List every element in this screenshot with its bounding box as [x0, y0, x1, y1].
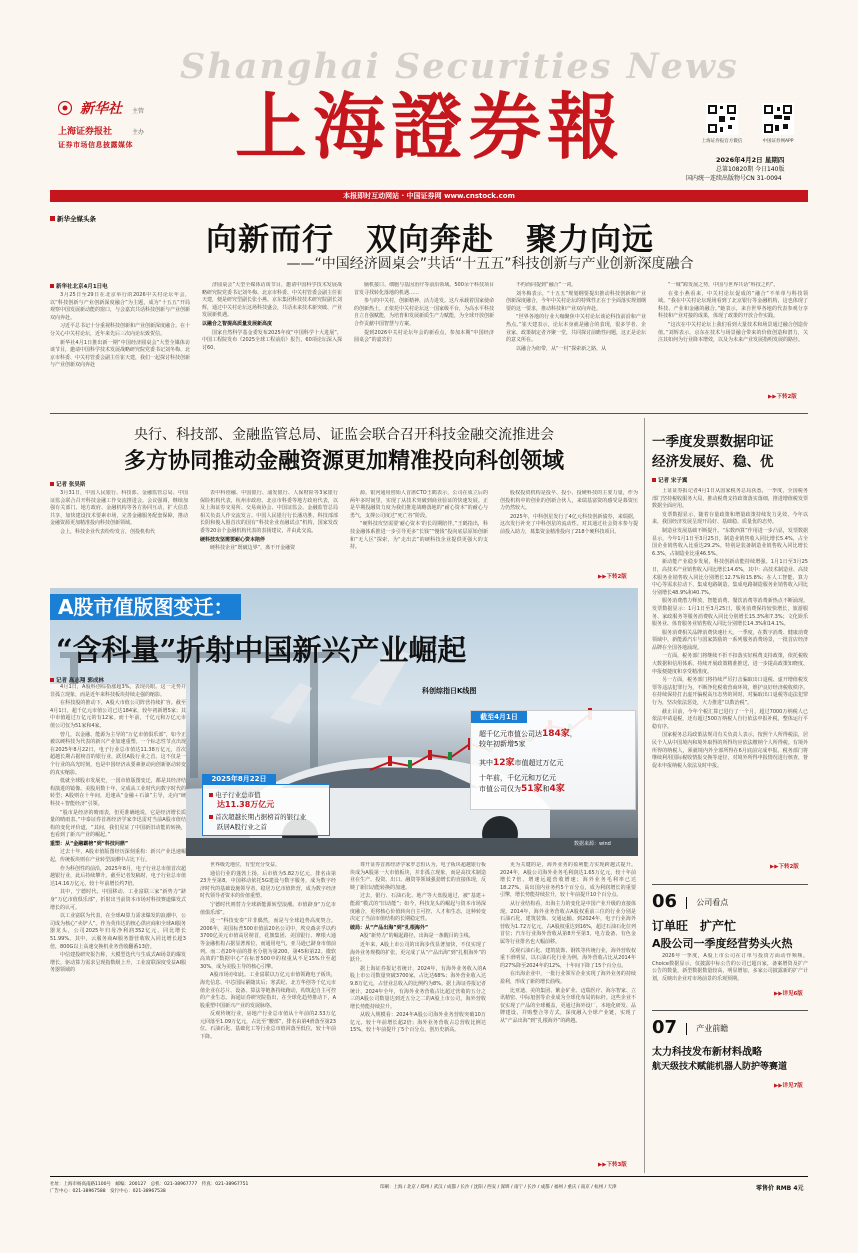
column-rule — [644, 418, 645, 1173]
second-continued-link[interactable]: ▶▶下转2版 — [598, 574, 627, 580]
page-07-headline: 太力科技发布新材料战略 — [652, 1047, 762, 1058]
designation: 证券市场信息披露媒体 — [58, 141, 133, 149]
feature-continued-link[interactable]: ▶▶下转3版 — [598, 1162, 627, 1168]
second-column-2: 表中科创融、中国银行、浦发银行、人保财险等3家银行保险机构代表，杭州市政府、北京市科委等地方政府代表，以及上海证券交易所、交易商协会、中国证监会、金融监管总局相关负责人作交流发言。中国人民银行行长潘功胜、科技部部长阴和俊入围首次的国有“科技企业直融试点”机构，国家发改委等20余个金融机构代表的表扬建议，并由此交流。 硬科技攻坚需要耐心资本陪伴 硬科技企业“既破边界”，离不开金融资 — [200, 490, 338, 552]
page-06-teaser[interactable] — [652, 884, 808, 1005]
callout-line-2: 首次超越长期占据榜首的银行业 — [215, 813, 307, 821]
feature-column-2: 世界级先地位，有望充分受益。 通信行业的蓬勃上扬，后市值为5.82万亿元，排名由第23升至第8。中国移动依托5G建设与数字服务，成为数字经济时代的基础设施领导者，稳居万亿市值阵营，成为数字经济时代领导者资本的价值重塑。 宁德时代则替力全球新能源转型浪潮。市值跻身“万亿市值俱乐部”。 这一“科技变奏”并非偶然，而是与全球趋势高度契合。2006年，美国标普500市值前20名公司中，埃克森美孚以约3700亿美元市值高居榜首，花旗集团、美国银行、摩根大通等金融机构占据显著席位，而通用电气、亚马逊已跻身市值前列。而二者20年前的排名分别为第200、第45和第22。微软高效的“数据中心”在标普500中的权重从不足15%升至超30%，成为美股主导的核心引擎。 A股市场亦如此。工业富联以万亿元市值领跑电子板块，海光信息、中芯国际紧随其后；寒武纪、北方华创等千亿元市值企业在芯片、设备、算法等链条持续跑动，构筑起自主可控的产业生态。海通证券研究院指出，在全球化趋势推动下，A股重塑中国新兴产业的发展脉络。 反观传统行业，房地产行业总市值从十年前的2.53万亿元回落至1.09万亿元，占比至“腰部”，排名由第4滑落至第23位。石油石化、基础化工等行业总市值回落至低位，较十年前下降。 — [200, 862, 336, 1041]
lead-story — [50, 206, 808, 416]
stats-item-3: 十年前，千亿元和万亿元 市值公司仅为51家和4家 — [479, 774, 565, 794]
kline-chart-caption: 科创综指日K线图 — [422, 687, 477, 695]
lead-dateline: 新华社北京4月1日电 — [56, 284, 108, 290]
lead-column-2: 济圆桌会”大型全媒体访谈节目，邀请中国科学技术发展战略研究院党委书记刘冬梅、北京市科委、中关村管委会副主任崔天建，便是研究型副长张小燕、京东集团科技技术研究院副长刘辉，通过中关村论坛这场科技盛会，共话未来技术新突破、产业发展新机遇。 以融合之智提高质量发展新高度 国家自然科学基金委发布2025年度“中国科学十大进展”，中国工程院发布《2025全球工程前沿》报告，60项论坛深入探讨60、 — [202, 282, 342, 351]
sponsor-2-role: 主办 — [132, 129, 145, 136]
callout-line-3: 跃居A股行业之首 — [217, 823, 267, 831]
footer-printers: 印刷：上海 / 北京 / 郑州 / 武汉 / 成都 / 长沙 / 沈阳 / 西安 / 深圳 / 南宁 / 长沙 / 成都 / 福州 / 重庆 / 南京 / 杭州 / 天津 — [380, 1185, 617, 1190]
lead-column-4: 不约而同提到“融合”一词。 刘冬梅表示，“十五五”规划纲要提出推动科技创新和产业创新深度融合，今年中关村论坛的特殊性正在于全面落实规划纲要的这一要求，推动科技和产业双向奔赴。 “世界各地的行业大咖聚焦中关村论坛谈论科技前沿和产业热点。”崔天建表示，论坛本身就是融合的表现，很多学者、企业家、政策制定者齐聚一堂，共同探讨前瞻性问题，这正是论坛的意义所在。 以融合为纽带，从“一村”探索新之路，从 — [506, 282, 646, 352]
feature-column-1: 4月1日，A股科创综指涨超3%，表现亮眼。这一走势并非孤立现象，而是近年来科技板块持续走强的缩影。 在科技股的推动下，A股大市值公司阵营持续扩容。截至4月1日，超千亿元市值公司已达184家，较年初新增5家；其中市值超过万亿元的有12家。而十年前，千亿元和万亿元市值公司仅为51家和4家。 曾几，以金融、能源为主导的“万亿市值俱乐部”，如今正被以硬科技为代表的新兴产业加速重塑。一个标志性节点出现在2025年8月22日，电子行业总市值达11.38万亿元，首次超越长期占据榜首的银行业，跃居A股行业之首。这不仅是一个行业的高光时刻，也是中国经济从要素驱动向创新驱动转变的真实缩影。 低就全球股市发展史，一国市值版图变迁，都是其经济结构演进的镜像。美股用数十年，完成从工业时代向数字时代的转型；A股则在十年间，迅速从“金融＋石油”主导，走向“硬科技＋智能经济”引领。 “股市是经济的晴雨表，但更准确地说，它是经济增长质量的晴雨表。”中泰证券首席经济学家李迅雷对当前A股市值结构的变化评价道，“其间，我们见证了中国新旧动能的转换，也看到了新兴产业的崛起。” 重塑：从“金融霸榜”到“科技问鼎” 过去十年，A股市值版图经历深刻重构：新兴产业迅速崛起，传统板块则在产业转型浪潮中占比下行。 作为科创性的前沿，2025年8月，电子行业总市值首次超越银行业，此后持续攀升。截至记者发稿时，电子行业总市值达14.16万亿元，较十年前增长约7倍。 其中，宁德时代、中国移动、工业富联三家“新势力”跻身“万亿市值俱乐部”，折射出当前资本市场对科技赛道爆发式增长的认可。 以工业富联为代表，在全球AI算力需求爆发的浪潮中，公司成为核心“卖铲人”。作为英伟达的核心供应商和全球AI服务器龙头，公司2025年归母净利润352亿元，同比增长51.99%。其中，云服务商AI服务器营收收入同比增长超3倍，800G以上高速交换机业务营收翻番13倍。 中信建投研究报告称，大模型迭代与生成式AI场景的爆发增长，驱动算力需求呈现指数级上升，工业富联深度受益AI服务器领域的 — [50, 684, 186, 1168]
feature-headline[interactable]: “含科量”折射中国新兴产业崛起 — [56, 633, 467, 667]
feature-story — [50, 588, 638, 1173]
page-07-label: 产业前瞻 — [696, 1024, 729, 1033]
qr-code-app[interactable] — [762, 103, 794, 135]
page-06-label: 公司看点 — [696, 898, 729, 907]
footer — [50, 1176, 808, 1197]
sponsor-1: 新华社 — [80, 101, 122, 117]
stats-item-2: 其中12家市值超过万亿元 — [479, 758, 564, 768]
feature-byline: 记者 高志翔 郭成林 — [50, 676, 104, 684]
qr-label-wechat: 上海证券报官方微信 — [701, 139, 743, 144]
footer-address: 社址：上海市杨高南路1100号 邮编：200127 总机：021-38967777 传真：021-38967751 — [50, 1182, 249, 1187]
lead-column-1 — [50, 282, 190, 400]
divider — [50, 413, 808, 414]
slogan-bar — [50, 190, 808, 202]
page-06-text: 2026年一季度，A股上市公司在订单与投资方面动作频频。Choice数据显示，仅披露中标公告的公司已超百家，备案增资及扩产公告的数量，新型数据数量较高，明显增加，多家公司披露新的扩产计划，反映出企业对市场前景的乐观预期。 — [652, 953, 808, 982]
feature-column-4: 更为关键的是，海外业务的盈利能力实现跨越式提升。2024年，A股公司海外业务毛利润达1.65万亿元，较十年前增长7倍，增速远超营收增速；海外业务毛利率已达18.27%，高出国内业务约5个百分点，成为利润增长的重要引擎，增长势能持续拉升，较十年前提升10个百分点。 从行业结构看，出海主力的变化是中国产业升级的直接体现。2014年，海外业务营收占A股权重前三位的行业分别是石油石化、建筑装饰、交通运输。到2024年，电子行业海外营收为1.72万亿元，占A股权重达到16%，超过石油石化位列首位；汽车行业海外营收从第8升至第3，电力设备、有色金属等行业排名也大幅前移。 反观石油石化、建筑装饰、钢铁等传统行业，海外营收权重下滑明显，以石油石化行业为例，海外营收占比从2014年的27%降至2024年的12%，十年间下降了15个百分点。 在出海企业中，一批行业领军企业实现了海外业务的持续盈利，形成了新的增长曲线。 比亚迪、美的集团、紫金矿业、迈瑞医疗、海尔智家、立讯精密、中际旭创等企业成为全球化布局的标杆。这些企业不仅实现了产品的全球覆盖，更通过海外设厂、本地化研发、品牌建设、并购整合等方式，深度融入全球产业链，实现了从“产品出海”到“扎根海外”的跨越。 — [500, 862, 636, 1024]
callout-date: 2025年8月22日 — [202, 774, 276, 785]
lead-column-5: “一城”蹚发展之势，中国与世界共话“科技之约”。 在张小燕看来，中关村论坛促成的“融合”不单单与科技领域。“我在中关村论坛现场看到了北京银行等金融机构，这也体现了科技、产业和金融的融合。”她表示，来自世界各地的代表参观分享科技和产业对接的成果，体现了政策的开放合作实践。 “这次在中关村论坛上我们看到大量技术和场景通过融合创造价值。”刘辉表示，京东在技术与场景融合带来的价值创造和潜力，关注其如何为行业降本增效，以及为未来产业发展指明发展的路径。 — [658, 282, 808, 344]
page-07-teaser[interactable] — [652, 1010, 808, 1099]
lead-continued-link[interactable]: ▶▶下转2版 — [768, 394, 797, 400]
photo-credit: 数据来源：wind — [574, 841, 611, 847]
second-byline: 记者 张昊斯 — [50, 480, 85, 488]
lead-subhead: ——“中国经济圆桌会”共话“十五五”科技创新与产业创新深度融合 — [286, 256, 694, 272]
issue-date: 2026年4月2日 星期四 — [716, 156, 785, 164]
second-column-3: 源。银河通用创始人首席CTO王鹤表示，公司在成立后的两年多时间里，实现了从技术突破到商业验证的快速发展。正是早期投融资力度为我们推进战略落地的“耐心资本”的耐心与勇气，支撑公司度过“死亡谷”阶段。 “硬科技攻坚需要‘耐心资本’的长周期陪伴。”王鹤指出，科技金融体系推进一步引导更多“长钱”“慢钱”投向底层原始创新和“无人区”探索，为“走出去”的硬科技企业提供更强大的支持。 — [350, 490, 488, 551]
page-06-number: 06 — [652, 891, 678, 912]
stats-box-title: 截至4月1日 — [471, 711, 527, 723]
page-07-link[interactable]: ▶▶详见7版 — [774, 1083, 803, 1089]
second-column-4: 股权投资机构是投早、投小、投硬科技的主要力量，作为创投机构中的创业的创新合伙人，来瑞基富资的感受是募资压力仍然较大。 2025年，中科创星发行了4亿元科技创新债券，来瑞据，这次发行补充了中科创星的流动性。对其通过社会资本参与提前投入助力，募集资金精准投向了218个硬科技项目。 — [500, 490, 638, 535]
right-story — [652, 418, 808, 874]
xinhua-logo — [58, 100, 72, 114]
stats-item-1: 超千亿元市值公司达184家， 较年初新增5家 — [479, 729, 577, 748]
lead-headline[interactable]: 向新而行 双向奔赴 聚力向远 — [206, 222, 654, 258]
right-headline-1[interactable]: 一季度发票数据印证 — [652, 434, 774, 450]
second-headline[interactable]: 多方协同推动金融资源更加精准投向科创领域 — [123, 448, 564, 474]
lead-col-1-text: 3月25日至29日在北京举行的2026中关村论坛年会，以“科技创新与产业创新深度融合”为主题，成为“十五五”开局观察中国发展新动能的窗口，与会嘉宾共话科技创新与产业创新双向奔赴。 习近平总书记十分重视科技创新和产业创新深度融合。在十分关心中关村论坛，近年来先后三次向论坛致贺信。 新华社4月1日推出新一期“中国经济圆桌会”大型全媒体访谈节目，邀请中国科学技术发展战略研究院党委书记刘冬梅、北京市科委、中关村管委会副主任崔天建，我们一起探讨科技创新与产业创新双向奔赴 — [50, 292, 190, 369]
sponsor-1-role: 主管 — [132, 108, 145, 115]
latin-title: Shanghai Securities News — [180, 46, 739, 87]
sponsor-2: 上海证券报社 — [58, 127, 113, 137]
qr-code-wechat[interactable] — [706, 103, 738, 135]
second-story — [50, 418, 638, 586]
lead-kicker-text: 新华全媒头条 — [57, 215, 96, 223]
second-overline: 央行、科技部、金融监管总局、证监会联合召开科技金融交流推进会 — [134, 427, 554, 443]
feature-column-3: 尊开证券首席经济学家罗志恒认为，电子板块超越银行板块成为A股第一大市值板块，并非孤立现象，而是高技术制造业在生产、投资、出口、融资等领域强劲增长的直接体现，反映了新旧动能转换的加速。 过去，银行、石油石化、地产等大盘股通过，被“基建＋能源”模式的“旧动能”；如今，科技龙头的崛起与资本市场深度融合，更将核心价值转向自主可控、人才和生态，这种转变决定了当前市值结构的长期稳定性。 破局：从“产品出海”到“扎根海外” A股“新势力”的崛起路径，出海是一条醒目的主线。 近年来，A股上市公司的出海步伐显著加快，不仅实现了海外业务规模的扩张，更完成了从“产品出海”到“扎根海外”的跃升。 据上海证券报记者统计，2024年，有海外业务收入的A股上市公司数量突破3700家，占比达68%；海外营业收入达9.8万亿元，占营业总收入的比例约为8%。据上海证券报记者统计，2024年全年，有海外业务营收占比超过营收的五分之三的A股公司数量达到近五分之二的A股上市公司，海外营收增长势能持续拉升。 从收入规模看：2024年A股公司海外业务营收突破10万亿元，较十年前增长超2倍；海外业务营收占总营收比例达15%，较十年前提升了5个百分点，创历史新高。 — [350, 862, 486, 1034]
page-07-number: 07 — [652, 1017, 678, 1038]
lead-column-3: 脑机接口、细胞与基因治疗等前沿领域。500余个科技项目首发寻找转化落地的机遇…… 参与的中关村，创新精神、活力进发。这片承载着国家使命的创新热土，正依托中关村论坛这一国家级平台，为高水平科技自立自强赋能，为培育和发展新质生产力赋能，为全球开放创新合作贡献中国智慧与方案。 提到2026中关村论坛年会的新看点，参加本期“中国经济圆桌会”的嘉宾们 — [354, 282, 494, 344]
lead-kicker — [50, 214, 96, 223]
right-byline: 记者 宋子翼 — [652, 476, 687, 484]
feature-tag: A股市值版图变迁： — [50, 594, 241, 620]
issue-number: 总第10820期 今日140版 — [716, 166, 785, 173]
page-07-subhead: 航天级技术赋能机器人防护等赛道 — [652, 1062, 788, 1072]
right-column-text: 上证证券报记者4月1日从国家税务总局获悉，一季度，全国税务部门坚持税收服务大局，推动税费支持政策落实落细，推进增值税发票数据全面应用。 发票数据显示，随着存量政策和增量政策持续发力见效，今年以来，我国经济发展呈现开局好、基础稳、质量优的态势。 制造业发展基础不断提升。“东数西算”作用进一步凸显，发票数据显示，今年1月1日至3月25日，制造业销售收入同比增长5.4%，占全国企业销售收入比重达29.2%，特别是装备制造业销售收入同比增长6.3%，占制造业比重46.5%。 新动能产业稳步发展，科技创新动能持续增强。1月1日至3月25日，高技术产业销售收入同比增长14.6%，其中：高技术制造业、高技术服务业销售收入同比分别增长12.7%和15.8%；在人工智能、算力中心等需求拉动下，集成电路制造、集成电路制造服务业销售收入同比分别增长48.9%和40.7%。 服务消费潜力释放，智能消费、餐饮消费等消费新热点不断涌现。发票数据显示：1月1日至3月25日，服务消费保持较快增长，旅游服务、家政服务等服务消费收入同比分别增长15.3%和7.3%；文化娱乐服务业、体育服务业销售收入同比分别增长14.3%和14.1%。 服务消费相关品牌消费快速壮大。一季度，在数字消费、健康消费领域中，新能源汽车与国家鼓励的一系列服务消费场景，一批首店经济品牌在全国各地涌现。 一方面，税务部门将继续不折不扣落实好税费支持政策，依托税收大数据和信用体系，持续开展政策精准推送，进一步提高政策知晓度、申报便捷度和享受精准度。 另一方面，税务部门将持续严厉打击骗取出口退税、虚开增值税发票等违法犯罪行为，不断净化税收营商环境，维护良好经济税收秩序。在持续保持打击虚开骗税高压态势的同时，对骗取出口退税等违法犯罪行为，坚决依法惩处，大力推进“以数治税”。 截止目前，今年个税汇算已进行了一个月，超过7000万纳税人已依法申请退税，还有超过500万纳税人自行依法申报补税，整体运行平稳有序。 国家税务总局政策法规司有关负责人表示，按照个人所得税法，居民个人从中国境内和境外取得的所得均应依法缴纳个人所得税。有境外所得的纳税人，须就境内外全部所得在6月底前完成申报。税务部门将继续利用国际税收情报交换等途径，对境外所得申报情况进行核查，督促未申报纳税人依法及时申报。 — [652, 488, 808, 769]
page-06-subhead: A股公司一季度经营势头火热 — [652, 937, 793, 950]
page-06-headline: 订单旺 扩产忙 — [652, 919, 737, 933]
stats-box — [470, 710, 636, 810]
slogan-text: 本报即时互动网站 · 中国证券网 www.cnstock.com — [343, 192, 515, 200]
cn-number: 国内统一连续出版物号CN 31-0094 — [686, 175, 782, 182]
right-headline-2[interactable]: 经济发展好、稳、优 — [652, 454, 774, 470]
chinese-title: 上海證券報 — [234, 84, 625, 169]
right-continued-link[interactable]: ▶▶下转2版 — [770, 864, 799, 870]
masthead — [0, 0, 858, 205]
footer-ad: 广告中心：021-38967588 发行中心：021-38967538 — [50, 1189, 166, 1194]
second-column-1: 3月31日，中国人民银行、科技部、金融监管总局、中国证监会联合召开科技金融工作交流推进会。会议强调，继续加强有关部门、地方政府、金融机构等各方协同互动，扩大信息共享，加快建设技术要素市场，完善金融服务配套保障，推动金融资源更加精准投向科技创新领域。 会上，科技企业代表纷纷发言，创投机构代 — [50, 490, 188, 535]
footer-price: 零售价 RMB 4元 — [756, 1185, 804, 1192]
page-06-link[interactable]: ▶▶详见6版 — [774, 991, 803, 997]
callout-card — [202, 775, 330, 836]
callout-line-1: 电子行业总市值 — [215, 791, 261, 799]
callout-value-1: 达11.38万亿元 — [217, 800, 275, 809]
qr-label-app: 中国证券网APP — [762, 139, 794, 144]
